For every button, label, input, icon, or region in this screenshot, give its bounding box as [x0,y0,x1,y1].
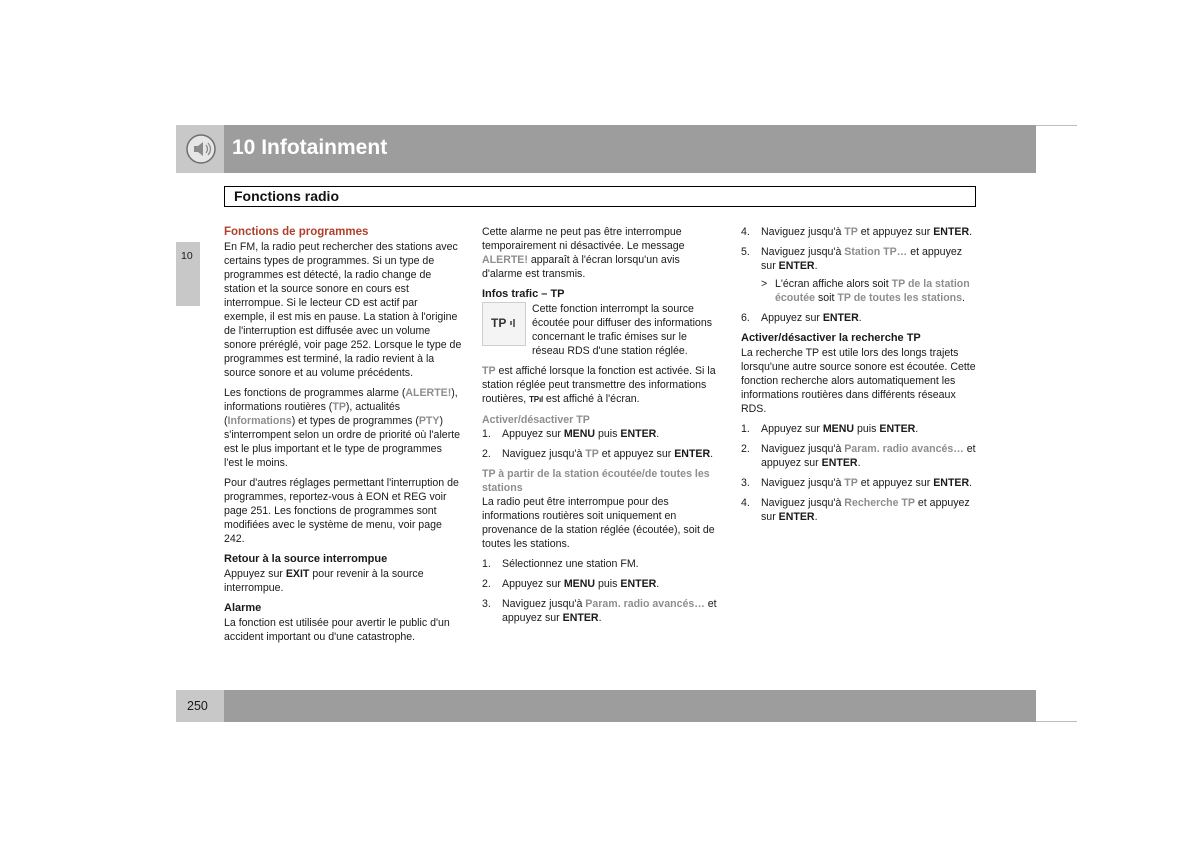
heading-recherche-tp: Activer/désactiver la recherche TP [741,332,921,344]
list-item: 1. Appuyez sur MENU puis ENTER. [482,428,660,440]
paragraph: Les fonctions de programmes alarme (ALERTE!), informations routières (TP), actualités (Informations) et types de programmes (PTY) s'interrompent selon un ordre de priorité où l'alerte est le plus important et le type de programmes l'est le moins. [224,387,461,469]
paragraph: TP est affiché lorsque la fonction est activée. Si la station réglée peut transmettre des informations routières, TPıl est affiché à l'écran. [482,365,716,405]
list-item: 3. Naviguez jusqu'à TP et appuyez sur ENTER. [741,477,973,489]
chapter-title: 10 Infotainment [232,136,388,159]
list-item: 2. Naviguez jusqu'à TP et appuyez sur ENTER. [482,448,714,460]
list-item: 1. Sélectionnez une station FM. [482,558,639,570]
heading-infos-trafic: Infos trafic – TP [482,288,565,300]
paragraph: La recherche TP est utile lors des longs trajets lorsqu'une autre source sonore est écoutée. Cette fonction recherche alors automatiquement les informations routières dans différents réseaux RDS. [741,347,976,415]
section-title: Fonctions radio [234,188,339,204]
heading-activer-tp: Activer/désactiver TP [482,414,590,426]
side-chapter-number: 10 [181,250,193,262]
step-list [741,225,977,273]
list-item: 2. Naviguez jusqu'à Param. radio avancés… et appuyez sur ENTER. [741,443,976,469]
paragraph: Appuyez sur EXIT pour revenir à la source interrompue. [224,568,424,594]
paragraph: Cette fonction interrompt la source écoutée pour diffuser des informations concernant le trafic émises sur le réseau RDS d'une station réglée. [532,303,713,357]
list-item: 6. Appuyez sur ENTER. [741,312,862,324]
heading-tp-station: TP à partir de la station écoutée/de toutes les stations [482,468,710,494]
list-item: 4. Naviguez jusqu'à TP et appuyez sur ENTER. [741,226,973,238]
paragraph: En FM, la radio peut rechercher des stations avec certains types de programmes. Si un type de programmes est détecté, la radio change de station et la source sonore en cours est interrompue. Si le lecteur CD est actif par exemple, il est mis en pause. La station à l'origine de l'interruption est diffusée avec un volume sonore préréglé, voir page 252. Lorsque le type de programmes est terminé, la radio revient à la source sonore et au volume précédents. [224,241,462,379]
list-item: 4. Naviguez jusqu'à Recherche TP et appuyez sur ENTER. [741,497,970,523]
tp-display-icon: TP [482,302,526,346]
page-number: 250 [187,699,208,713]
list-sub-item: > L'écran affiche alors soit TP de la station écoutée soit TP de toutes les stations. [761,278,970,304]
paragraph: La fonction est utilisée pour avertir le public d'un accident important ou d'une catastrophe. [224,617,450,643]
paragraph: Cette alarme ne peut pas être interrompue temporairement ni désactivée. Le message ALERTE! apparaît à l'écran lorsqu'un avis d'alarme est transmis. [482,226,685,280]
list-item: 5. Naviguez jusqu'à Station TP… et appuyez sur ENTER. [741,246,963,272]
speaker-icon [186,134,216,164]
step-list [741,311,977,325]
column-1 [224,225,462,650]
heading-fonctions-programmes: Fonctions de programmes [224,226,369,238]
header-rule [1036,125,1077,126]
paragraph: La radio peut être interrompue pour des informations routières soit uniquement en provenance de la station réglée (écoutée), soit de toutes les stations. [482,496,715,550]
column-3 [741,225,977,530]
list-item: 1. Appuyez sur MENU puis ENTER. [741,423,919,435]
section-title-box [224,186,976,207]
heading-alarme: Alarme [224,602,262,614]
tp-signal-icon: TP [529,395,539,404]
list-item: 2. Appuyez sur MENU puis ENTER. [482,578,660,590]
paragraph: Pour d'autres réglages permettant l'interruption de programmes, reportez-vous à EON et REG voir page 251. Les fonctions de programmes sont modifiées avec le système de menu, voir page 242. [224,477,459,545]
footer-rule [1036,721,1077,722]
footer-bar [224,690,1036,722]
column-2 [482,225,720,631]
step-list [741,422,977,524]
heading-retour-source: Retour à la source interrompue [224,553,388,565]
list-item: 3. Naviguez jusqu'à Param. radio avancés… et appuyez sur ENTER. [482,598,717,624]
step-list [482,557,720,625]
step-list [482,427,720,461]
